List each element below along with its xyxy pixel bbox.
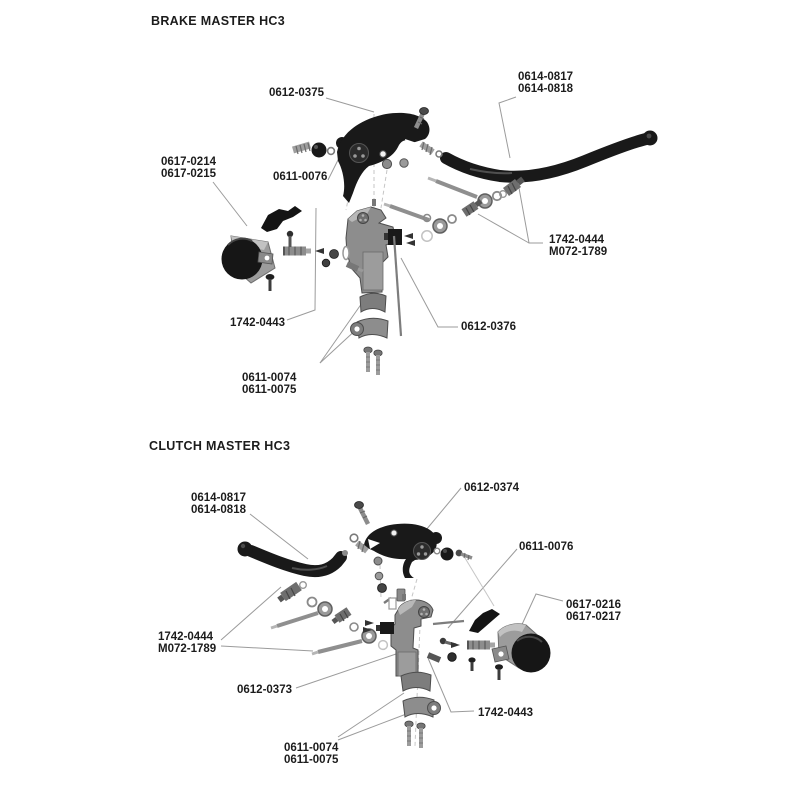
part-label-clutch-0611-0074-0075 (284, 742, 338, 766)
part-number-line: 1742-0444 (549, 234, 604, 246)
clutch-master-cylinder (363, 594, 495, 676)
part-number-line: 0612-0376 (461, 321, 516, 333)
clutch-pivot-knob (441, 548, 454, 561)
part-label-brake-0612-0376 (461, 321, 516, 333)
part-number-line: 0611-0074 (284, 742, 339, 754)
part-label-clutch-0614-0817-0818 (191, 492, 246, 516)
brake-adjuster-dial (350, 144, 369, 163)
part-label-brake-1742-0443 (230, 317, 285, 329)
brake-reservoir-bracket (261, 206, 302, 232)
part-number-line: M072-1789 (549, 246, 608, 258)
clutch-blade-ball-end (238, 542, 253, 557)
part-number-line: 0611-0076 (273, 171, 328, 183)
part-number-line: 0611-0075 (242, 384, 297, 396)
part-label-brake-0611-0074-0075 (242, 372, 296, 396)
clutch-reservoir-cap (512, 634, 551, 673)
part-label-brake-0614-0817-0818 (518, 71, 573, 95)
part-label-clutch-0611-0076 (519, 541, 573, 553)
clutch-reservoir-bracket (469, 609, 500, 633)
part-number-line: 0617-0216 (566, 599, 621, 611)
part-number-line: 0617-0214 (161, 156, 216, 168)
part-number-line: 0617-0215 (161, 168, 216, 180)
brake-lever-screw (420, 108, 429, 115)
part-number-line: M072-1789 (158, 643, 217, 655)
part-number-line: 0617-0217 (566, 611, 621, 623)
brake-pivot-knob (312, 143, 327, 158)
clutch-banjo-bolt (283, 586, 299, 597)
part-label-brake-1742-0444-M072-1789 (549, 234, 607, 258)
clutch-lever-blade (238, 542, 342, 572)
part-label-clutch-0612-0373 (237, 684, 292, 696)
part-label-brake-0611-0076 (273, 171, 327, 183)
part-number-line: 0614-0818 (518, 83, 573, 95)
brake-master-cylinder (283, 199, 415, 336)
brake-pushrod (394, 236, 401, 336)
clutch-pushrod (433, 621, 464, 624)
part-number-line: 0612-0374 (464, 482, 519, 494)
part-label-brake-0612-0375 (269, 87, 324, 99)
part-number-line: 0614-0817 (518, 71, 573, 83)
clutch-adjuster-dial (414, 543, 431, 560)
part-label-clutch-1742-0443 (478, 707, 533, 719)
section-title-clutch: CLUTCH MASTER HC3 (149, 439, 291, 453)
section-title-brake: BRAKE MASTER HC3 (151, 14, 285, 28)
brake-clamp-and-bolts (351, 293, 389, 375)
part-number-line: 0611-0074 (242, 372, 297, 384)
brake-banjo-hose-assembly (384, 178, 523, 241)
clutch-lever-screw (355, 502, 364, 509)
part-number-line: 0612-0373 (237, 684, 292, 696)
part-number-line: 0611-0076 (519, 541, 574, 553)
clutch-lever-perch (364, 524, 442, 578)
part-label-clutch-0612-0374 (464, 482, 519, 494)
part-number-line: 0614-0818 (191, 504, 246, 516)
part-number-line: 0614-0817 (191, 492, 246, 504)
part-number-line: 1742-0443 (478, 707, 533, 719)
brake-lever-blade (446, 131, 658, 177)
clutch-cylinder-cap-boss (419, 607, 430, 618)
part-number-line: 0611-0075 (284, 754, 339, 766)
part-number-line: 0612-0375 (269, 87, 324, 99)
part-label-clutch-1742-0444-M072-1789 (158, 631, 216, 655)
clutch-banjo-hose-assembly (271, 582, 387, 654)
part-number-line: 1742-0444 (158, 631, 213, 643)
part-label-clutch-0617-0216-0217 (566, 599, 621, 623)
clutch-clamp-and-bolts (401, 672, 441, 748)
part-label-brake-0617-0214-0215 (161, 156, 216, 180)
part-number-line: 1742-0443 (230, 317, 285, 329)
clutch-switch-block (380, 622, 394, 634)
brake-cylinder-cap-boss (358, 213, 369, 224)
